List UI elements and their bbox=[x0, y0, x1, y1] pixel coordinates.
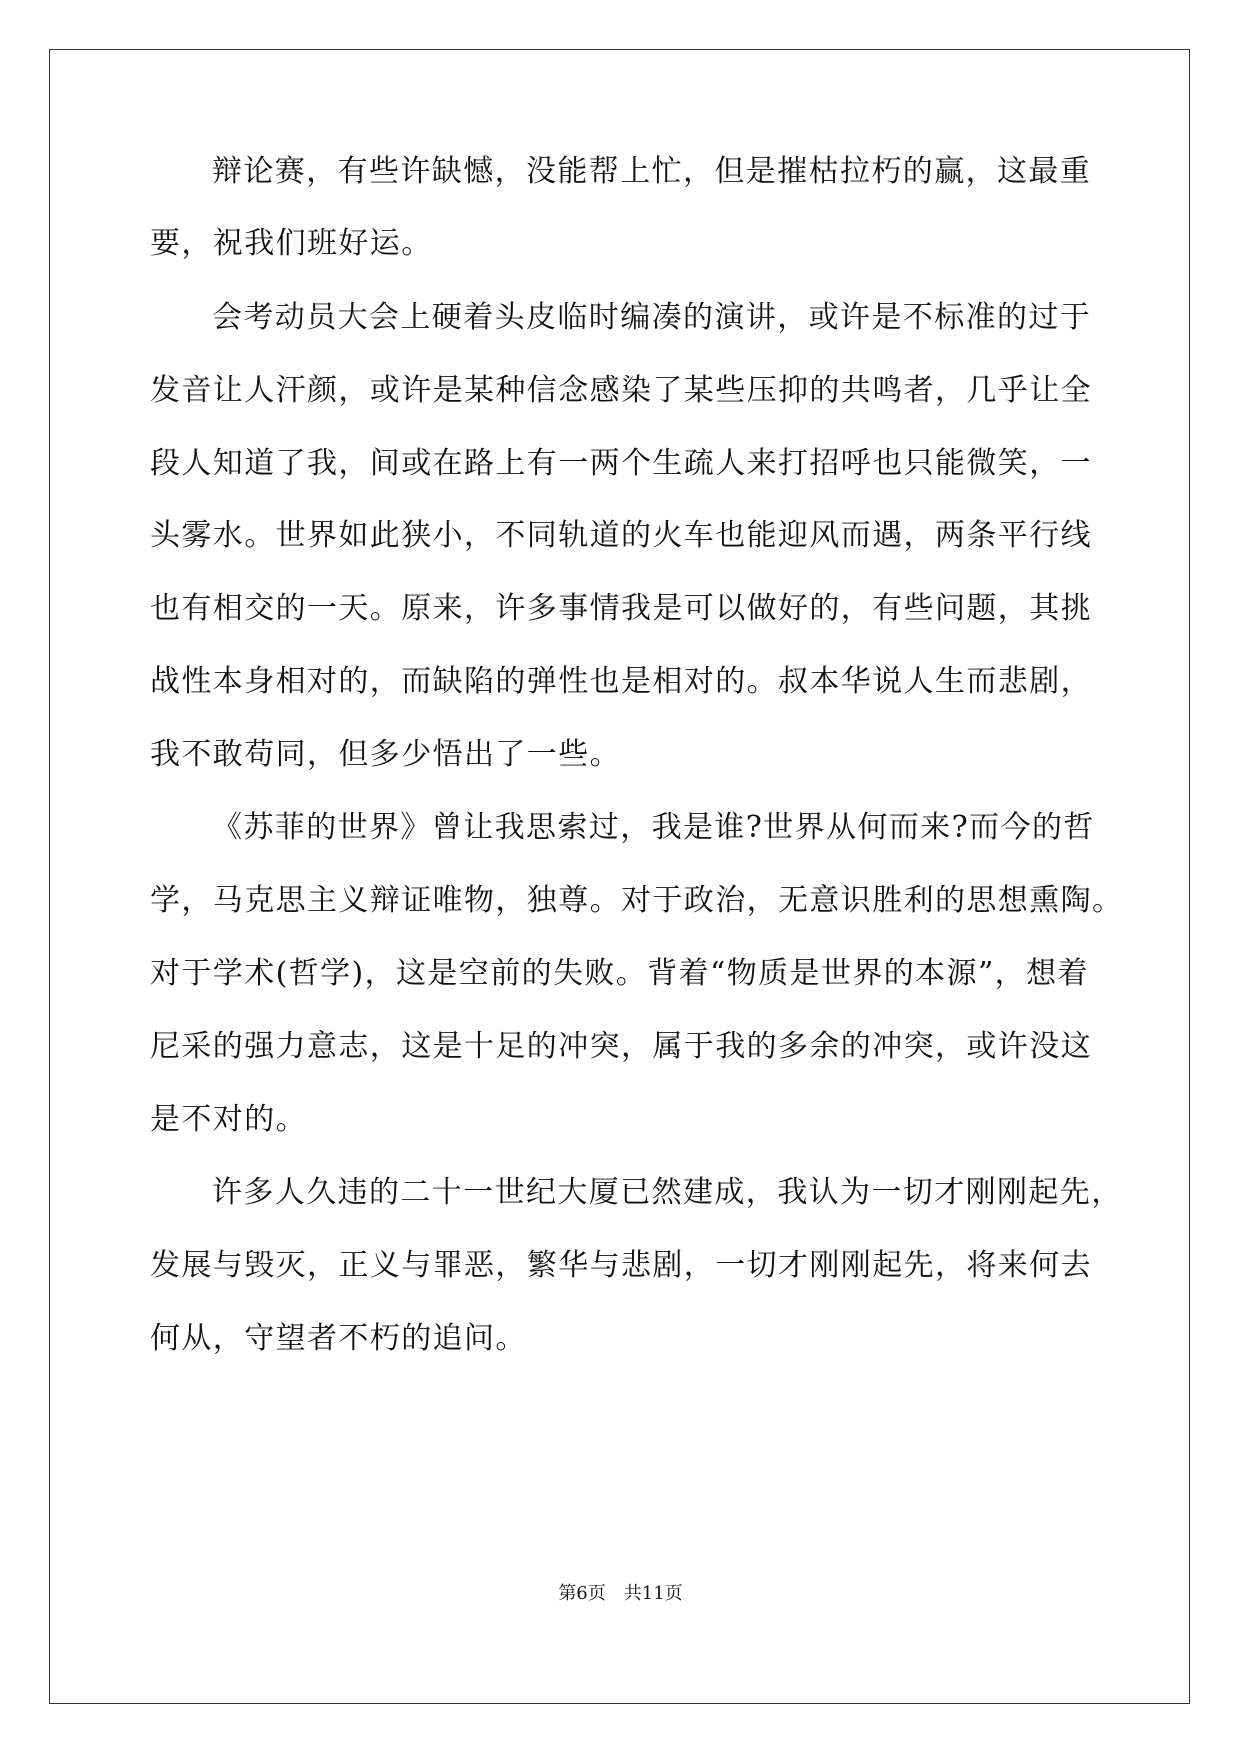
page-total: 共11页 bbox=[623, 1583, 683, 1604]
page-footer bbox=[0, 1582, 1241, 1606]
text-line: 我不敢苟同，但多少悟出了一些。 bbox=[150, 737, 621, 772]
page-number: 第6页 bbox=[558, 1583, 606, 1604]
text-line: 段人知道了我，间或在路上有一两个生疏人来打招呼也只能微笑，一 bbox=[150, 446, 1092, 481]
text-line: 学，马克思主义辩证唯物，独尊。对于政治，无意识胜利的思想熏陶。 bbox=[150, 883, 1124, 918]
text-line: 是不对的。 bbox=[150, 1102, 307, 1137]
text-line: 何从，守望者不朽的追问。 bbox=[150, 1321, 527, 1356]
text-line: 《苏菲的世界》曾让我思索过，我是谁?世界从何而来?而今的哲 bbox=[212, 810, 1095, 845]
text-line: 辩论赛，有些许缺憾，没能帮上忙，但是摧枯拉朽的赢，这最重 bbox=[212, 154, 1092, 189]
text-line: 也有相交的一天。原来，许多事情我是可以做好的，有些问题，其挑 bbox=[150, 591, 1092, 626]
text-line: 尼采的强力意志，这是十足的冲突，属于我的多余的冲突，或许没这 bbox=[150, 1029, 1092, 1064]
text-line: 战性本身相对的，而缺陷的弹性也是相对的。叔本华说人生而悲剧， bbox=[150, 664, 1092, 699]
text-line: 头雾水。世界如此狭小，不同轨道的火车也能迎风而遇，两条平行线 bbox=[150, 518, 1092, 553]
text-line: 发音让人汗颜，或许是某种信念感染了某些压抑的共鸣者，几乎让全 bbox=[150, 373, 1092, 408]
text-line: 对于学术(哲学)，这是空前的失败。背着“物质是世界的本源”，想着 bbox=[150, 956, 1089, 991]
text-line: 发展与毁灭，正义与罪恶，繁华与悲剧，一切才刚刚起先，将来何去 bbox=[150, 1248, 1092, 1283]
text-line: 会考动员大会上硬着头皮临时编凑的演讲，或许是不标准的过于 bbox=[212, 300, 1092, 335]
text-line: 要，祝我们班好运。 bbox=[150, 226, 433, 261]
text-line: 许多人久违的二十一世纪大厦已然建成，我认为一切才刚刚起先， bbox=[212, 1175, 1123, 1210]
